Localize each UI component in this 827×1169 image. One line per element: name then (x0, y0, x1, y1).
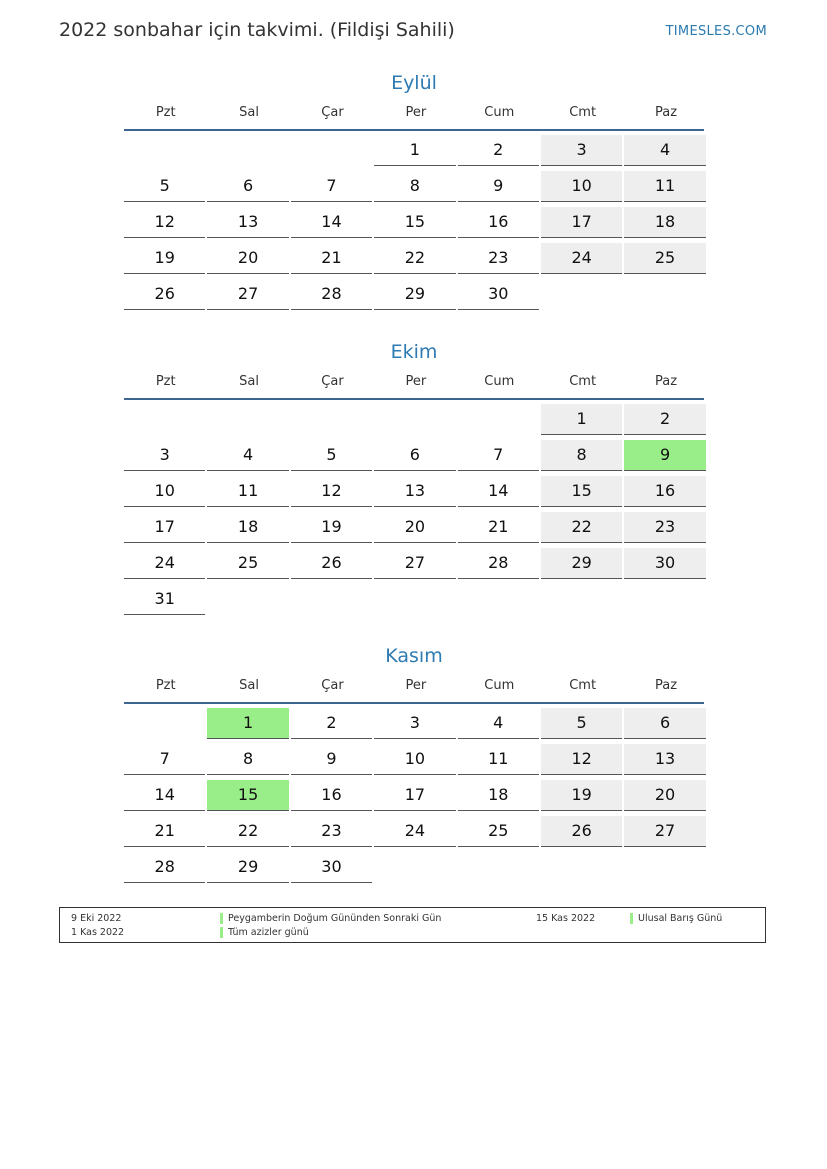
day-cell: 23 (291, 816, 372, 847)
day-cell: 16 (624, 476, 705, 507)
site-link[interactable]: TIMESLES.COM (665, 24, 767, 39)
day-cell: 4 (624, 135, 705, 166)
day-cell: 17 (541, 207, 622, 238)
day-cell: 24 (541, 243, 622, 274)
holiday-day-cell: 15 (207, 780, 288, 811)
weekday-label: Cmt (569, 105, 597, 120)
empty-cell (291, 135, 372, 165)
day-cell: 9 (291, 744, 372, 775)
day-cell: 19 (541, 780, 622, 811)
weekday-label: Per (405, 105, 427, 120)
day-cell: 13 (624, 744, 705, 775)
day-cell: 3 (541, 135, 622, 166)
weekday-label: Paz (655, 105, 678, 120)
day-cell: 1 (541, 404, 622, 435)
holiday-day-cell: 9 (624, 440, 705, 471)
day-cell: 30 (458, 279, 539, 310)
weekday-label: Sal (239, 105, 259, 120)
legend-date: 15 Kas 2022 (536, 913, 596, 924)
day-cell: 20 (207, 243, 288, 274)
day-cell: 14 (124, 780, 205, 811)
day-cell: 3 (124, 440, 205, 471)
day-cell: 20 (374, 512, 455, 543)
day-cell: 28 (124, 852, 205, 883)
day-cell: 12 (124, 207, 205, 238)
month-name: Eylül (391, 72, 437, 94)
weekday-header (124, 101, 704, 131)
day-cell: 20 (624, 780, 705, 811)
day-cell: 9 (458, 171, 539, 202)
weekday-label: Cum (484, 374, 515, 389)
weekday-header (124, 674, 704, 704)
day-cell: 16 (458, 207, 539, 238)
weekday-label: Sal (239, 374, 259, 389)
day-cell: 27 (374, 548, 455, 579)
weekday-label: Pzt (155, 678, 176, 693)
day-cell: 21 (291, 243, 372, 274)
day-cell: 27 (624, 816, 705, 847)
day-cell: 26 (541, 816, 622, 847)
day-cell: 26 (291, 548, 372, 579)
day-grid (124, 131, 704, 315)
weekday-label: Per (405, 374, 427, 389)
day-cell: 23 (624, 512, 705, 543)
legend-holiday-label: Ulusal Barış Günü (638, 913, 723, 924)
day-cell: 25 (207, 548, 288, 579)
day-cell: 15 (374, 207, 455, 238)
empty-cell (124, 135, 205, 165)
day-cell: 5 (124, 171, 205, 202)
day-cell: 8 (374, 171, 455, 202)
day-cell: 11 (207, 476, 288, 507)
day-cell: 12 (541, 744, 622, 775)
day-cell: 18 (207, 512, 288, 543)
day-cell: 18 (624, 207, 705, 238)
day-grid (124, 400, 704, 620)
day-cell: 29 (207, 852, 288, 883)
day-cell: 7 (291, 171, 372, 202)
day-cell: 7 (124, 744, 205, 775)
day-cell: 6 (624, 708, 705, 739)
day-cell: 22 (374, 243, 455, 274)
day-cell: 26 (124, 279, 205, 310)
month-september (124, 69, 704, 315)
day-cell: 8 (541, 440, 622, 471)
month-november (124, 642, 704, 888)
legend-holiday-label: Peygamberin Doğum Gününden Sonraki Gün (228, 913, 442, 924)
weekday-label: Pzt (155, 105, 176, 120)
empty-cell (291, 404, 372, 434)
legend-color-marker (220, 927, 223, 938)
weekday-label: Çar (321, 374, 344, 389)
weekday-label: Cmt (569, 678, 597, 693)
day-cell: 4 (458, 708, 539, 739)
holiday-legend (59, 907, 766, 943)
legend-holiday-name (220, 913, 441, 925)
day-cell: 31 (124, 584, 205, 615)
month-name: Kasım (385, 645, 443, 667)
weekday-label: Cmt (569, 374, 597, 389)
empty-cell (124, 404, 205, 434)
day-cell: 19 (124, 243, 205, 274)
day-cell: 10 (541, 171, 622, 202)
day-cell: 21 (124, 816, 205, 847)
day-cell: 28 (291, 279, 372, 310)
weekday-label: Paz (655, 374, 678, 389)
empty-cell (374, 404, 455, 434)
day-cell: 29 (541, 548, 622, 579)
day-cell: 13 (374, 476, 455, 507)
day-cell: 25 (624, 243, 705, 274)
day-cell: 12 (291, 476, 372, 507)
weekday-label: Cum (484, 105, 515, 120)
empty-cell (207, 404, 288, 434)
day-cell: 19 (291, 512, 372, 543)
weekday-label: Cum (484, 678, 515, 693)
weekday-header (124, 370, 704, 400)
day-cell: 17 (374, 780, 455, 811)
day-cell: 21 (458, 512, 539, 543)
legend-holiday-label: Tüm azizler günü (228, 927, 309, 938)
legend-color-marker (220, 913, 223, 924)
day-cell: 24 (124, 548, 205, 579)
day-cell: 14 (291, 207, 372, 238)
weekday-label: Pzt (155, 374, 176, 389)
page-title: 2022 sonbahar için takvimi. (Fildişi Sahili) (59, 19, 455, 41)
weekday-label: Çar (321, 105, 344, 120)
day-cell: 25 (458, 816, 539, 847)
legend-holiday-name (630, 913, 722, 925)
day-cell: 16 (291, 780, 372, 811)
legend-date: 1 Kas 2022 (71, 927, 125, 938)
day-cell: 1 (374, 135, 455, 166)
day-cell: 29 (374, 279, 455, 310)
day-cell: 8 (207, 744, 288, 775)
day-cell: 14 (458, 476, 539, 507)
day-cell: 6 (374, 440, 455, 471)
legend-holiday-name (220, 927, 309, 939)
day-cell: 18 (458, 780, 539, 811)
day-cell: 2 (458, 135, 539, 166)
day-cell: 13 (207, 207, 288, 238)
day-cell: 2 (624, 404, 705, 435)
day-cell: 22 (541, 512, 622, 543)
day-cell: 17 (124, 512, 205, 543)
month-name: Ekim (390, 341, 438, 363)
day-cell: 4 (207, 440, 288, 471)
day-cell: 3 (374, 708, 455, 739)
weekday-label: Per (405, 678, 427, 693)
day-cell: 10 (374, 744, 455, 775)
day-cell: 2 (291, 708, 372, 739)
day-cell: 15 (541, 476, 622, 507)
day-cell: 5 (541, 708, 622, 739)
empty-cell (458, 404, 539, 434)
day-cell: 24 (374, 816, 455, 847)
holiday-day-cell: 1 (207, 708, 288, 739)
weekday-label: Çar (321, 678, 344, 693)
day-grid (124, 704, 704, 888)
day-cell: 10 (124, 476, 205, 507)
empty-cell (124, 708, 205, 738)
day-cell: 22 (207, 816, 288, 847)
day-cell: 6 (207, 171, 288, 202)
empty-cell (207, 135, 288, 165)
day-cell: 5 (291, 440, 372, 471)
weekday-label: Sal (239, 678, 259, 693)
day-cell: 11 (624, 171, 705, 202)
day-cell: 27 (207, 279, 288, 310)
day-cell: 30 (624, 548, 705, 579)
day-cell: 23 (458, 243, 539, 274)
legend-date: 9 Eki 2022 (71, 913, 122, 924)
day-cell: 28 (458, 548, 539, 579)
day-cell: 7 (458, 440, 539, 471)
day-cell: 30 (291, 852, 372, 883)
weekday-label: Paz (655, 678, 678, 693)
day-cell: 11 (458, 744, 539, 775)
month-october (124, 338, 704, 620)
legend-color-marker (630, 913, 633, 924)
